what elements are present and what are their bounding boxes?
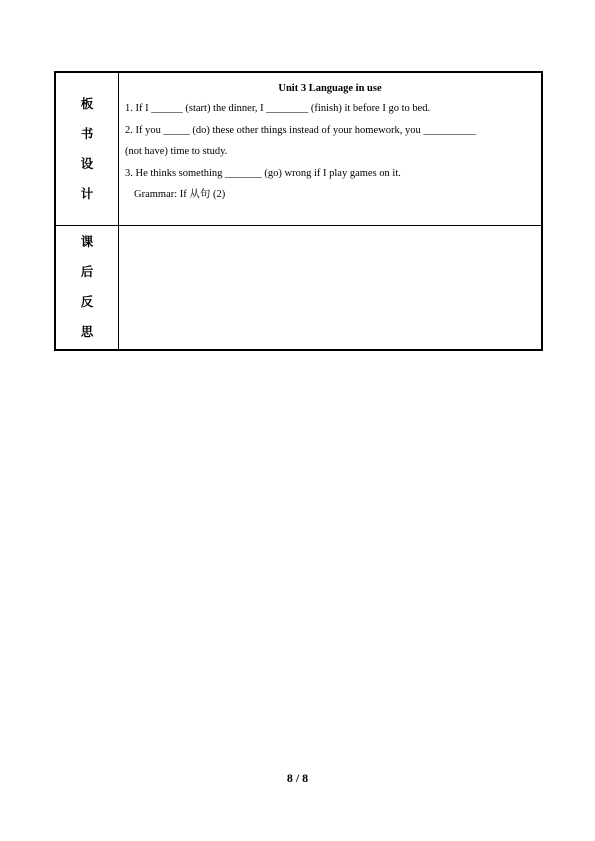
label-char: 后 [80, 264, 94, 280]
unit-title: Unit 3 Language in use [278, 83, 382, 94]
board-design-content [119, 72, 543, 225]
grammar-note: Grammar: If 从句 (2) [134, 189, 226, 200]
reflection-label [56, 227, 118, 347]
exercise-line: 3. He thinks something _______ (go) wrong if I play games on it. [125, 167, 401, 179]
page-number: 8 / 8 [286, 771, 309, 785]
reflection-row [55, 225, 542, 350]
board-design-label [56, 89, 118, 209]
label-char: 书 [80, 125, 94, 141]
label-char: 设 [80, 155, 94, 171]
label-char: 思 [80, 324, 94, 340]
reflection-label-cell [55, 225, 119, 350]
reflection-content [119, 225, 543, 350]
board-design-label-cell [55, 72, 119, 225]
label-char: 反 [80, 294, 94, 310]
label-char: 计 [80, 185, 94, 201]
label-char: 课 [80, 234, 94, 250]
label-char: 板 [80, 95, 94, 111]
lesson-plan-table [54, 71, 543, 351]
exercise-line: (not have) time to study. [125, 146, 228, 157]
exercise-line: 2. If you _____ (do) these other things instead of your homework, you __________ [125, 124, 476, 136]
exercise-line: 1. If I ______ (start) the dinner, I ________ (finish) it before I go to bed. [125, 103, 431, 114]
board-design-row [55, 72, 542, 225]
